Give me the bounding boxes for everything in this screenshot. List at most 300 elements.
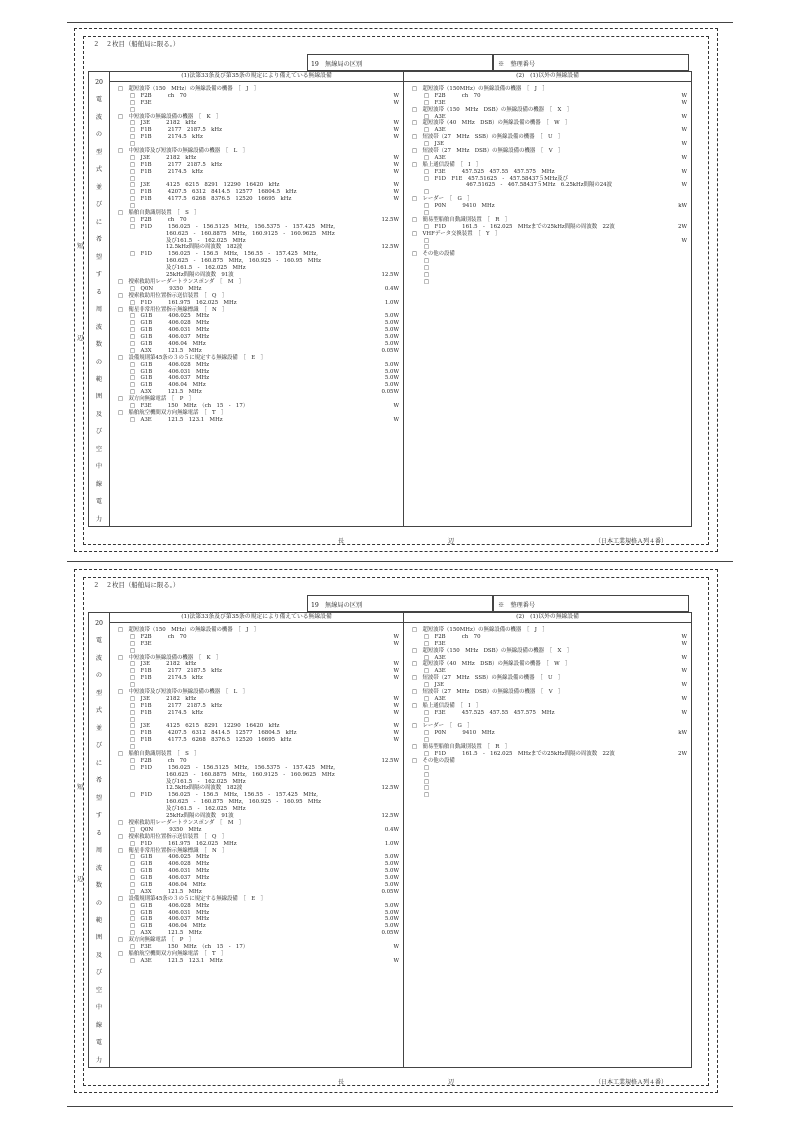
equipment-text[interactable]: □ A3E <box>424 695 446 702</box>
equipment-line <box>110 341 403 348</box>
equipment-text[interactable]: □ F1B 2174.5 kHz <box>130 168 203 175</box>
equipment-line <box>110 827 403 834</box>
power-value: 12.5W <box>381 216 399 223</box>
equipment-text[interactable]: □ A3E <box>424 113 446 120</box>
equipment-text[interactable]: □ G1B 406.028 MHz <box>130 320 210 327</box>
equipment-line <box>404 203 691 210</box>
equipment-table <box>88 612 692 1068</box>
power-value: W <box>681 113 687 120</box>
vertical-label-char: 型 <box>95 689 103 697</box>
equipment-text[interactable]: 467.51625 - 467.58437５MHz 6.25kHz間隔の24波 <box>466 182 612 189</box>
equipment-text[interactable]: □ <box>130 203 136 210</box>
vertical-label-char: 波 <box>95 113 103 121</box>
vertical-label-char: 並 <box>95 724 103 732</box>
equipment-text[interactable]: □ J3E 4125 6215 8291 12290 16420 kHz <box>130 723 280 730</box>
equipment-text[interactable]: □ <box>424 237 430 244</box>
equipment-line <box>110 820 403 827</box>
equipment-text[interactable]: □ F1D 156.025 - 156.5 MHz, 156.55 - 157.425 MHz, <box>130 251 318 258</box>
equipment-text[interactable]: □ レーダー ［ G ］ <box>412 723 473 730</box>
form-copy-2 <box>74 569 718 1093</box>
power-value: W <box>393 730 399 737</box>
equipment-line <box>404 675 691 682</box>
equipment-text[interactable]: □ J3E 2182 kHz <box>130 120 197 127</box>
power-value: 5.0W <box>384 902 399 909</box>
equipment-line <box>110 641 403 648</box>
equipment-text[interactable]: □ 超短波帯（150MHz）の無線設備の機器 ［ J ］ <box>412 627 548 633</box>
equipment-text[interactable]: □ 中短波帯の無線設備の機器 ［ K ］ <box>118 654 222 661</box>
equipment-text[interactable]: □ <box>424 265 430 272</box>
equipment-text[interactable]: □ P0N 9410 MHz <box>424 203 495 210</box>
vertical-label-char: に <box>95 218 103 226</box>
equipment-line <box>110 182 403 189</box>
power-value: 12.5W <box>381 244 399 251</box>
footer-note: （日本工業規格Ａ列４番） <box>595 1079 668 1086</box>
equipment-text[interactable]: □ G1B 406.04 MHz <box>130 382 206 389</box>
equipment-line <box>404 703 691 710</box>
left-column <box>110 72 404 526</box>
vertical-label-char: 中 <box>95 1004 103 1012</box>
power-value: W <box>393 943 399 950</box>
equipment-text[interactable]: □ J3E 2182 kHz <box>130 661 197 668</box>
power-value: W <box>393 161 399 168</box>
equipment-text[interactable]: □ <box>424 785 430 792</box>
equipment-text[interactable]: □ G1B 406.031 MHz <box>130 368 210 375</box>
power-value: W <box>681 154 687 161</box>
equipment-text[interactable]: □ 船舶自動識別装置 ［ S ］ <box>118 751 200 758</box>
vertical-label-char: 電 <box>95 1039 103 1047</box>
equipment-text[interactable]: □ F1D F1E 457.51625 - 457.58437５MHz及び <box>424 175 568 182</box>
equipment-line <box>110 148 403 155</box>
equipment-text[interactable]: □ J3E <box>424 141 445 148</box>
equipment-text[interactable]: □ 短波帯（27 MHz DSB）の無線設備の機器 ［ V ］ <box>412 148 564 155</box>
power-value: 5.0W <box>384 368 399 375</box>
equipment-line <box>110 813 403 820</box>
vertical-label-char: 20 <box>95 620 103 627</box>
equipment-text[interactable]: □ F1B 2177 2187.5 kHz <box>130 702 222 709</box>
equipment-line <box>404 661 691 668</box>
vertical-label-char: の <box>95 358 103 366</box>
equipment-line <box>110 655 403 662</box>
equipment-text[interactable]: 25kHz間隔の周波数 91波 <box>166 272 234 279</box>
equipment-text[interactable]: □ 中短波帯の無線設備の機器 ［ K ］ <box>118 113 222 120</box>
equipment-text[interactable]: □ A3X 121.5 MHz <box>130 347 202 354</box>
equipment-text[interactable]: □ F1B 4207.5 6312 8414.5 12577 16804.5 kHz <box>130 730 297 737</box>
power-value: W <box>393 675 399 682</box>
power-value: 0.05W <box>381 347 399 354</box>
equipment-line <box>110 861 403 868</box>
power-value: W <box>393 702 399 709</box>
page-label: ２ ２枚目（船舶局に限る。） <box>93 581 180 589</box>
equipment-text[interactable]: 160.625 - 160.875 MHz, 160.925 - 160.95 MHz <box>166 258 321 265</box>
equipment-line <box>110 224 403 231</box>
equipment-text[interactable]: □ F3E 150 MHz （ch 15 - 17） <box>130 402 249 409</box>
vertical-label-char: 式 <box>95 166 103 174</box>
equipment-text[interactable]: 及び161.5 - 162.025 MHz <box>166 778 246 785</box>
vertical-label-char: 電 <box>95 498 103 506</box>
equipment-line <box>110 86 403 93</box>
power-value: 5.0W <box>384 334 399 341</box>
vertical-label-char: 数 <box>95 341 103 349</box>
equipment-text[interactable]: □ G1B 406.037 MHz <box>130 916 210 923</box>
vertical-label-char: び <box>95 742 103 750</box>
power-value: W <box>681 654 687 661</box>
power-value: W <box>681 92 687 99</box>
equipment-text[interactable]: 160.625 - 160.8875 MHz, 160.9125 - 160.9625 MHz <box>166 230 335 237</box>
vertical-label-char: 波 <box>95 323 103 331</box>
equipment-text[interactable]: □ A3X 121.5 MHz <box>130 389 202 396</box>
equipment-text[interactable]: □ J3E 2182 kHz <box>130 695 197 702</box>
equipment-line <box>110 661 403 668</box>
equipment-line <box>404 779 691 786</box>
equipment-text[interactable]: □ G1B 406.031 MHz <box>130 868 210 875</box>
equipment-text[interactable]: □ F1B 2174.5 kHz <box>130 709 203 716</box>
equipment-line <box>404 231 691 238</box>
equipment-line <box>110 689 403 696</box>
equipment-line <box>404 107 691 114</box>
equipment-line <box>110 210 403 217</box>
equipment-line <box>404 772 691 779</box>
equipment-line <box>110 675 403 682</box>
equipment-text[interactable]: □ 中短波帯及び短波帯の無線設備の機器 ［ L ］ <box>118 148 248 155</box>
equipment-text[interactable]: □ G1B 406.028 MHz <box>130 361 210 368</box>
equipment-text[interactable]: □ A3E <box>424 668 446 675</box>
equipment-text[interactable]: □ F1B 2177 2187.5 kHz <box>130 127 222 134</box>
equipment-text[interactable]: □ F1D 161.975 162.025 MHz <box>130 299 237 306</box>
equipment-text[interactable]: □ <box>130 682 136 689</box>
right-lines <box>404 82 691 286</box>
vertical-label-char: の <box>95 131 103 139</box>
vertical-label-char: 電 <box>95 637 103 645</box>
equipment-text[interactable]: □ <box>424 258 430 265</box>
equipment-text[interactable]: □ F1D 161.5 - 162.025 MHzまでの25kHz間隔の周波数 22波 <box>424 751 615 758</box>
equipment-line <box>110 806 403 813</box>
equipment-text[interactable]: 12.5kHz間隔の周波数 182波 <box>166 244 243 251</box>
footer-note: （日本工業規格Ａ列４番） <box>595 538 668 545</box>
vertical-label-char: 空 <box>95 986 103 994</box>
left-column <box>110 613 404 1067</box>
equipment-text[interactable]: 12.5kHz間隔の周波数 182波 <box>166 785 243 792</box>
equipment-text[interactable]: □ <box>424 272 430 279</box>
equipment-text[interactable]: □ G1B 406.037 MHz <box>130 875 210 882</box>
power-value: W <box>681 99 687 106</box>
equipment-text[interactable]: □ F1B 4207.5 6312 8414.5 12577 16804.5 kHz <box>130 189 297 196</box>
equipment-text[interactable]: 160.625 - 160.875 MHz, 160.925 - 160.95 MHz <box>166 799 321 806</box>
equipment-text[interactable]: 160.625 - 160.8875 MHz, 160.9125 - 160.9625 MHz <box>166 771 335 778</box>
equipment-text[interactable]: □ 設備規則第45条の３の５に規定する無線設備 ［ E ］ <box>118 895 266 902</box>
equipment-text[interactable]: □ <box>424 716 430 723</box>
equipment-text[interactable]: □ F3E 457.525 457.55 457.575 MHz <box>424 709 555 716</box>
equipment-text[interactable]: □ F3E <box>130 640 152 647</box>
power-value: 5.0W <box>384 875 399 882</box>
equipment-line <box>404 134 691 141</box>
equipment-text[interactable]: □ 船上通信設備 ［ I ］ <box>412 702 482 709</box>
equipment-line <box>110 348 403 355</box>
equipment-text[interactable]: □ F1B 4177.5 6268 8376.5 12520 16695 kHz <box>130 737 292 744</box>
equipment-line <box>110 410 403 417</box>
equipment-line <box>110 244 403 251</box>
equipment-text[interactable]: □ 船舶航空機間双方向無線電話 ［ T ］ <box>118 950 227 957</box>
equipment-line <box>110 169 403 176</box>
equipment-text[interactable]: □ Q0N 9350 MHz <box>130 285 202 292</box>
equipment-line <box>404 792 691 799</box>
equipment-text[interactable]: □ F3E 457.525 457.55 457.575 MHz <box>424 168 555 175</box>
equipment-line <box>404 696 691 703</box>
equipment-line <box>110 313 403 320</box>
equipment-line <box>110 723 403 730</box>
station-type-label: 19 無線局の区別 <box>311 602 363 609</box>
equipment-text[interactable]: □ 双方向無線電話 ［ P ］ <box>118 937 195 944</box>
equipment-text[interactable]: □ G1B 406.037 MHz <box>130 334 210 341</box>
vertical-label-char: の <box>95 899 103 907</box>
equipment-text[interactable]: □ Q0N 9350 MHz <box>130 826 202 833</box>
power-value: 0.05W <box>381 888 399 895</box>
power-value: 5.0W <box>384 923 399 930</box>
footer-edge: 辺 <box>448 538 455 545</box>
vertical-label-char: 式 <box>95 707 103 715</box>
equipment-text[interactable]: □ F3E <box>130 99 152 106</box>
equipment-text[interactable]: □ <box>424 778 430 785</box>
power-value: W <box>393 661 399 668</box>
equipment-line <box>110 279 403 286</box>
equipment-line <box>404 648 691 655</box>
equipment-text[interactable]: □ <box>130 744 136 751</box>
equipment-text[interactable]: □ F2B ch 70 <box>130 633 187 640</box>
equipment-text[interactable]: □ G1B 406.04 MHz <box>130 881 206 888</box>
power-value: 5.0W <box>384 916 399 923</box>
equipment-text[interactable]: □ J3E 4125 6215 8291 12290 16420 kHz <box>130 182 280 189</box>
equipment-text[interactable]: □ 超短波帯（40 MHz DSB）の無線設備の機器 ［ W ］ <box>412 120 571 127</box>
equipment-text[interactable]: □ A3E 121.5 123.1 MHz <box>130 957 223 964</box>
equipment-text[interactable]: □ <box>130 141 136 148</box>
equipment-line <box>110 272 403 279</box>
power-value: W <box>393 92 399 99</box>
equipment-text[interactable]: □ 設備規則第45条の３の５に規定する無線設備 ［ E ］ <box>118 354 266 361</box>
equipment-text[interactable]: □ 捜索救助用レーダートランスポンダ ［ M ］ <box>118 819 245 826</box>
equipment-text[interactable]: □ その他の設備 <box>412 757 455 764</box>
equipment-text[interactable]: □ 船上通信設備 ［ I ］ <box>412 161 482 168</box>
vertical-label-char: 波 <box>95 864 103 872</box>
equipment-line <box>404 723 691 730</box>
equipment-line <box>110 258 403 265</box>
equipment-text[interactable]: □ <box>424 737 430 744</box>
equipment-text[interactable]: □ F1D 156.025 - 156.5125 MHz, 156.5375 - 157.425 MHz, <box>130 223 336 230</box>
equipment-text[interactable]: □ F2B ch 70 <box>130 757 187 764</box>
equipment-text[interactable]: □ 短波帯（27 MHz SSB）の無線設備の機器 ［ U ］ <box>412 675 564 682</box>
equipment-line <box>110 93 403 100</box>
vertical-label-char: 囲 <box>95 934 103 942</box>
vertical-label-char: 希 <box>95 777 103 785</box>
equipment-text[interactable]: □ 簡易型船舶自動識別装置 ［ R ］ <box>412 744 511 751</box>
power-value: 12.5W <box>381 757 399 764</box>
power-value: 12.5W <box>381 272 399 279</box>
equipment-text[interactable]: □ G1B 406.028 MHz <box>130 861 210 868</box>
equipment-text[interactable]: □ <box>130 647 136 654</box>
equipment-text[interactable]: □ 超短波帯（150MHz）の無線設備の機器 ［ J ］ <box>412 86 548 92</box>
equipment-text[interactable]: □ A3E <box>424 654 446 661</box>
equipment-line <box>110 238 403 245</box>
equipment-text[interactable]: 及び161.5 - 162.025 MHz <box>166 806 246 813</box>
equipment-text[interactable]: □ レーダー ［ G ］ <box>412 196 473 203</box>
equipment-text[interactable]: □ <box>424 244 430 251</box>
equipment-line <box>110 937 403 944</box>
equipment-text[interactable]: □ A3E 121.5 123.1 MHz <box>130 416 223 423</box>
equipment-line <box>110 134 403 141</box>
equipment-table <box>88 71 692 527</box>
equipment-text[interactable]: □ F1D 156.025 - 156.5 MHz, 156.55 - 157.425 MHz, <box>130 792 318 799</box>
vertical-label-char: に <box>95 759 103 767</box>
equipment-line <box>110 403 403 410</box>
equipment-text[interactable]: □ 中短波帯及び短波帯の無線設備の機器 ［ L ］ <box>118 689 248 696</box>
power-value: 12.5W <box>381 785 399 792</box>
equipment-text[interactable]: □ F1B 4177.5 6268 8376.5 12520 16695 kHz <box>130 196 292 203</box>
equipment-text[interactable]: □ G1B 406.031 MHz <box>130 327 210 334</box>
vertical-label-char: 力 <box>95 515 103 523</box>
equipment-text[interactable]: □ <box>130 106 136 113</box>
equipment-text[interactable]: □ F1D 156.025 - 156.5125 MHz, 156.5375 - 157.425 MHz, <box>130 764 336 771</box>
power-value: W <box>393 695 399 702</box>
equipment-text[interactable]: □ <box>424 764 430 771</box>
form-copy-1 <box>74 28 718 552</box>
equipment-text[interactable]: □ J3E <box>424 682 445 689</box>
equipment-text[interactable]: □ G1B 406.037 MHz <box>130 375 210 382</box>
equipment-text[interactable]: □ A3X 121.5 MHz <box>130 930 202 937</box>
power-value: W <box>393 957 399 964</box>
equipment-text[interactable]: □ 短波帯（27 MHz SSB）の無線設備の機器 ［ U ］ <box>412 134 564 141</box>
side-label-short: 短 <box>77 243 84 250</box>
power-value: W <box>681 633 687 640</box>
equipment-text[interactable]: □ 超短波帯（150 MHz）の無線設備の機器 ［ J ］ <box>118 86 260 92</box>
power-value: 2W <box>678 751 687 758</box>
equipment-text[interactable]: □ <box>130 175 136 182</box>
equipment-text[interactable]: □ F1B 2174.5 kHz <box>130 134 203 141</box>
power-value: 1.0W <box>384 299 399 306</box>
equipment-text[interactable]: □ <box>130 716 136 723</box>
side-label-short: 短 <box>77 784 84 791</box>
equipment-line <box>110 703 403 710</box>
equipment-line <box>110 648 403 655</box>
equipment-text[interactable]: □ F1D 161.975 162.025 MHz <box>130 840 237 847</box>
equipment-text[interactable]: □ 衛星非常用位置指示無線標識 ［ N ］ <box>118 847 228 854</box>
equipment-text[interactable]: 25kHz間隔の周波数 91波 <box>166 813 234 820</box>
bottom-rule <box>67 1106 733 1107</box>
equipment-text[interactable]: □ F3E 150 MHz （ch 15 - 17） <box>130 943 249 950</box>
power-value: 5.0W <box>384 868 399 875</box>
equipment-text[interactable]: □ 捜索救助用位置指示送信装置 ［ Q ］ <box>118 833 228 840</box>
station-type-box <box>307 595 493 612</box>
equipment-line <box>110 799 403 806</box>
equipment-text[interactable]: □ F3E <box>424 640 446 647</box>
equipment-text[interactable]: □ <box>424 771 430 778</box>
middle-rule <box>67 561 733 562</box>
equipment-text[interactable]: □ F1B 2177 2187.5 kHz <box>130 161 222 168</box>
equipment-text[interactable]: □ F2B ch 70 <box>130 216 187 223</box>
equipment-text[interactable]: □ P0N 9410 MHz <box>424 730 495 737</box>
equipment-line <box>110 896 403 903</box>
power-value: W <box>681 127 687 134</box>
power-value: W <box>393 134 399 141</box>
equipment-text[interactable]: □ F2B ch 70 <box>130 92 187 99</box>
power-value: 0.05W <box>381 930 399 937</box>
power-value: 5.0W <box>384 861 399 868</box>
equipment-text[interactable]: □ F2B ch 70 <box>424 92 481 99</box>
equipment-text[interactable]: □ <box>424 792 430 799</box>
equipment-line <box>110 217 403 224</box>
power-value: W <box>393 168 399 175</box>
equipment-text[interactable]: □ 簡易型船舶自動識別装置 ［ R ］ <box>412 216 511 223</box>
equipment-text[interactable]: □ G1B 406.025 MHz <box>130 313 210 320</box>
equipment-text[interactable]: 及び161.5 - 162.025 MHz <box>166 265 246 272</box>
power-value: 0.4W <box>384 826 399 833</box>
equipment-text[interactable]: □ G1B 406.04 MHz <box>130 923 206 930</box>
equipment-text[interactable]: □ G1B 406.028 MHz <box>130 902 210 909</box>
equipment-line <box>110 882 403 889</box>
vertical-label-char: す <box>95 271 103 279</box>
equipment-text[interactable]: □ F2B ch 70 <box>424 633 481 640</box>
equipment-text[interactable]: □ F1D 161.5 - 162.025 MHzまでの25kHz間隔の周波数 22波 <box>424 223 615 230</box>
equipment-line <box>404 758 691 765</box>
vertical-label-char: び <box>95 428 103 436</box>
equipment-text[interactable]: □ 短波帯（27 MHz DSB）の無線設備の機器 ［ V ］ <box>412 689 564 696</box>
equipment-text[interactable]: □ 捜索救助用位置指示送信装置 ［ Q ］ <box>118 292 228 299</box>
power-value: W <box>393 737 399 744</box>
equipment-text[interactable]: □ J3E 2182 kHz <box>130 154 197 161</box>
equipment-text[interactable]: □ F1B 2174.5 kHz <box>130 675 203 682</box>
power-value: W <box>393 196 399 203</box>
equipment-line <box>110 765 403 772</box>
equipment-line <box>110 327 403 334</box>
equipment-text[interactable]: □ G1B 406.04 MHz <box>130 340 206 347</box>
equipment-text[interactable]: □ <box>424 210 430 217</box>
equipment-text[interactable]: □ 捜索救助用レーダートランスポンダ ［ M ］ <box>118 278 245 285</box>
reg-number-box <box>493 54 689 71</box>
vertical-label-char: 力 <box>95 1056 103 1064</box>
equipment-line <box>110 369 403 376</box>
equipment-text[interactable]: □ VHFデータ交換装置 ［ Y ］ <box>412 230 501 237</box>
equipment-line <box>110 848 403 855</box>
right-lines <box>404 623 691 799</box>
equipment-text[interactable]: □ 船舶自動識別装置 ［ S ］ <box>118 210 200 217</box>
equipment-line <box>110 744 403 751</box>
equipment-text[interactable]: □ 超短波帯（150 MHz DSB）の無線設備の機器 ［ X ］ <box>412 647 573 654</box>
equipment-text[interactable]: □ 超短波帯（150 MHz）の無線設備の機器 ［ J ］ <box>118 627 260 633</box>
equipment-text[interactable]: □ G1B 406.031 MHz <box>130 909 210 916</box>
power-value: 5.0W <box>384 909 399 916</box>
equipment-text[interactable]: □ <box>424 278 430 285</box>
equipment-line <box>110 875 403 882</box>
equipment-text[interactable]: □ 超短波帯（150 MHz DSB）の無線設備の機器 ［ X ］ <box>412 106 573 113</box>
equipment-line <box>404 217 691 224</box>
equipment-text[interactable]: □ 超短波帯（40 MHz DSB）の無線設備の機器 ［ W ］ <box>412 661 571 668</box>
power-value: W <box>681 182 687 189</box>
equipment-line <box>110 231 403 238</box>
vertical-label-char: の <box>95 672 103 680</box>
equipment-text[interactable]: □ 双方向無線電話 ［ P ］ <box>118 396 195 403</box>
equipment-text[interactable]: □ G1B 406.025 MHz <box>130 854 210 861</box>
equipment-text[interactable]: □ 衛星非常用位置指示無線標識 ［ N ］ <box>118 306 228 313</box>
equipment-text[interactable]: □ A3X 121.5 MHz <box>130 888 202 895</box>
equipment-text[interactable]: □ F3E <box>424 99 446 106</box>
power-value: kW <box>678 203 687 210</box>
equipment-line <box>404 141 691 148</box>
equipment-line <box>110 868 403 875</box>
equipment-text[interactable]: □ 船舶航空機間双方向無線電話 ［ T ］ <box>118 409 227 416</box>
equipment-text[interactable]: □ <box>424 189 430 196</box>
equipment-text[interactable]: □ その他の設備 <box>412 251 455 258</box>
equipment-text[interactable]: □ A3E <box>424 127 446 134</box>
equipment-text[interactable]: □ A3E <box>424 154 446 161</box>
equipment-text[interactable]: 及び161.5 - 162.025 MHz <box>166 237 246 244</box>
equipment-text[interactable]: □ F1B 2177 2187.5 kHz <box>130 668 222 675</box>
